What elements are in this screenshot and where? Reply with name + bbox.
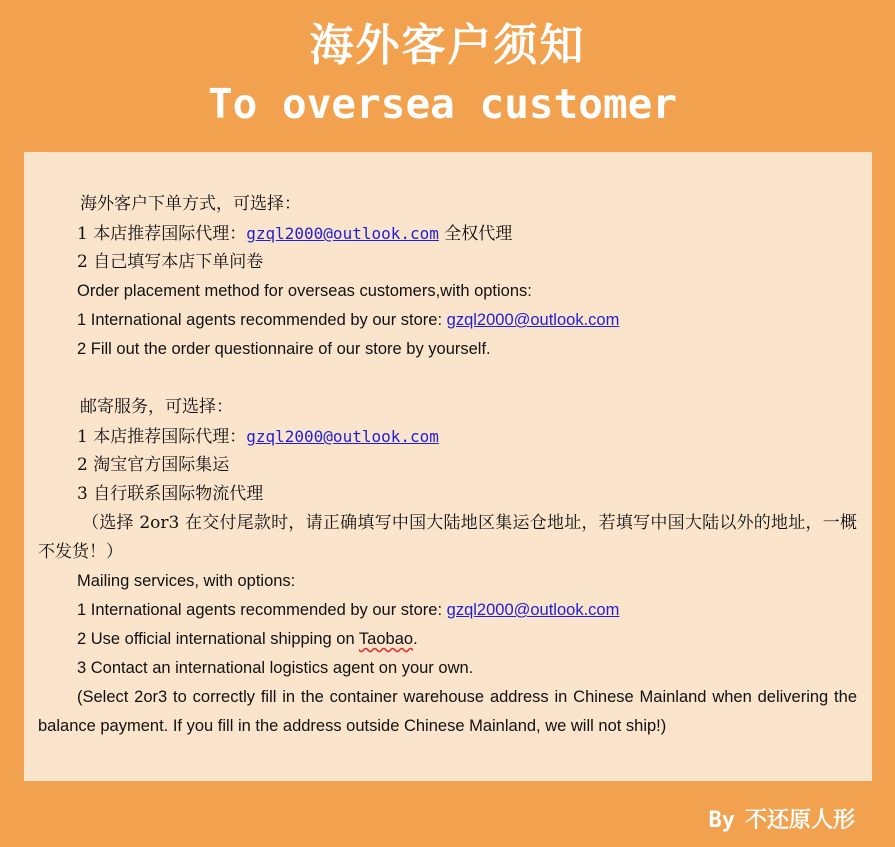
agent-email-link[interactable]: gzql2000@outlook.com [446, 601, 620, 619]
agent-email-link[interactable]: gzql2000@outlook.com [246, 427, 439, 446]
agent-email-link[interactable]: gzql2000@outlook.com [446, 311, 620, 329]
mailing-option-2-en [38, 625, 857, 654]
mailing-option-1-cn [38, 422, 857, 451]
order-option-1-cn-suffix: 全权代理 [438, 224, 513, 244]
author-name: 不还原人形 [744, 808, 855, 833]
notice-panel [24, 152, 872, 781]
mailing-option-2-en-prefix: 2 Use official international shipping on [77, 630, 359, 648]
mailing-note-en: (Select 2or3 to correctly fill in the container warehouse address in Chinese Mainland when delivering the balance payment. If you fill in the address outside Chinese Mainland, we will not ship!) [38, 688, 857, 735]
order-heading-en: Order placement method for overseas customers,with options: [77, 282, 532, 300]
page-title-chinese: 海外客户须知 [309, 20, 586, 71]
author-signature [708, 803, 855, 839]
mailing-heading-en: Mailing services, with options: [77, 572, 296, 590]
order-option-1-en-prefix: 1 International agents recommended by our store: [77, 311, 447, 329]
mailing-option-2-cn: 2 淘宝官方国际集运 [77, 455, 230, 475]
order-option-1-cn [38, 219, 857, 248]
mailing-note-cn: （选择 2or3 在交付尾款时，请正确填写中国大陆地区集运仓地址，若填写中国大陆以外的地址，一概不发货！） [38, 513, 857, 562]
mailing-option-1-en [38, 596, 857, 625]
mailing-option-1-en-prefix: 1 International agents recommended by our store: [77, 601, 447, 619]
agent-email-link[interactable]: gzql2000@outlook.com [246, 224, 439, 243]
mailing-option-3-cn: 3 自行联系国际物流代理 [77, 484, 264, 504]
mailing-option-1-cn-prefix: 1 本店推荐国际代理： [77, 427, 247, 447]
section-spacer [38, 364, 857, 393]
order-heading-cn: 海外客户下单方式，可选择： [80, 194, 301, 214]
page-title-english: To oversea customer [208, 80, 677, 128]
order-option-1-cn-prefix: 1 本店推荐国际代理： [77, 224, 247, 244]
mailing-heading-cn: 邮寄服务，可选择： [80, 397, 233, 417]
spellcheck-word: Taobao [358, 630, 414, 648]
order-option-2-cn: 2 自己填写本店下单问卷 [77, 252, 264, 272]
order-option-2-en: 2 Fill out the order questionnaire of our store by yourself. [77, 340, 491, 358]
mailing-option-3-en: 3 Contact an international logistics agent on your own. [77, 659, 474, 677]
notice-content [38, 190, 857, 741]
by-label: By [708, 808, 735, 833]
order-option-1-en [38, 306, 857, 335]
mailing-option-2-en-suffix: . [413, 630, 418, 648]
